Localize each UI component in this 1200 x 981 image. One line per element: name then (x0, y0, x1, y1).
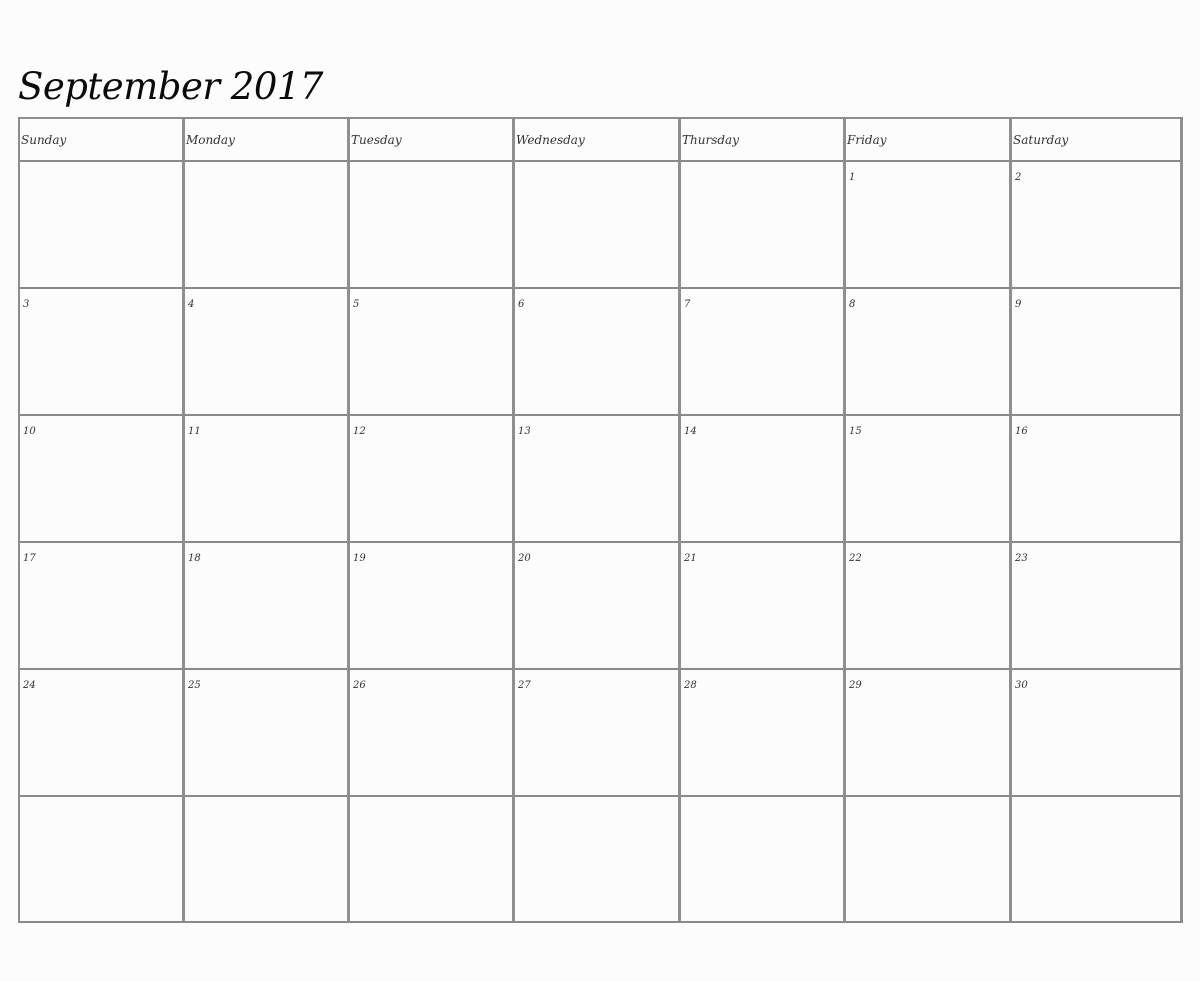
weekday-header-sunday: Sunday (20, 119, 185, 162)
day-cell (515, 797, 681, 923)
day-number: 20 (518, 553, 531, 564)
day-cell (350, 797, 515, 923)
weekday-header-saturday: Saturday (1012, 119, 1183, 162)
day-cell (350, 162, 515, 289)
day-cell (515, 543, 681, 670)
weekday-header-wednesday: Wednesday (515, 119, 681, 162)
weekday-header-monday: Monday (185, 119, 350, 162)
day-cell (1012, 416, 1183, 543)
day-cell (515, 670, 681, 797)
day-cell (846, 670, 1012, 797)
day-number: 11 (188, 426, 201, 437)
day-number: 17 (23, 553, 36, 564)
day-number: 13 (518, 426, 531, 437)
day-number: 9 (1015, 299, 1022, 310)
day-number: 12 (353, 426, 366, 437)
day-number: 10 (23, 426, 36, 437)
day-cell (20, 162, 185, 289)
day-number: 19 (353, 553, 366, 564)
day-cell (515, 289, 681, 416)
weekday-header-thursday: Thursday (681, 119, 846, 162)
day-cell (846, 416, 1012, 543)
day-cell (350, 543, 515, 670)
day-cell (681, 416, 846, 543)
day-number: 26 (353, 680, 366, 691)
weekday-header-friday: Friday (846, 119, 1012, 162)
day-number: 30 (1015, 680, 1028, 691)
day-cell (1012, 797, 1183, 923)
day-cell (681, 797, 846, 923)
day-number: 28 (684, 680, 697, 691)
calendar-grid (18, 117, 1183, 923)
day-number: 1 (849, 172, 856, 183)
day-cell (185, 670, 350, 797)
day-cell (350, 416, 515, 543)
day-cell (1012, 289, 1183, 416)
day-cell (20, 416, 185, 543)
day-cell (515, 416, 681, 543)
day-cell (350, 289, 515, 416)
day-number: 6 (518, 299, 525, 310)
day-cell (20, 797, 185, 923)
day-cell (681, 670, 846, 797)
day-number: 24 (23, 680, 36, 691)
day-number: 8 (849, 299, 856, 310)
day-cell (20, 543, 185, 670)
day-cell (20, 289, 185, 416)
day-number: 7 (684, 299, 691, 310)
day-cell (846, 162, 1012, 289)
day-cell (185, 543, 350, 670)
weekday-header-tuesday: Tuesday (350, 119, 515, 162)
day-number: 14 (684, 426, 697, 437)
day-number: 16 (1015, 426, 1028, 437)
day-cell (185, 797, 350, 923)
day-number: 29 (849, 680, 862, 691)
calendar-title: September 2017 (18, 65, 323, 108)
day-cell (681, 162, 846, 289)
day-number: 27 (518, 680, 531, 691)
day-cell (681, 543, 846, 670)
day-number: 2 (1015, 172, 1022, 183)
day-cell (846, 289, 1012, 416)
day-cell (846, 797, 1012, 923)
day-cell (1012, 162, 1183, 289)
day-cell (1012, 543, 1183, 670)
day-number: 21 (684, 553, 697, 564)
day-cell (20, 670, 185, 797)
day-cell (185, 289, 350, 416)
day-number: 23 (1015, 553, 1028, 564)
day-cell (515, 162, 681, 289)
day-number: 4 (188, 299, 195, 310)
day-number: 18 (188, 553, 201, 564)
day-number: 3 (23, 299, 30, 310)
day-number: 15 (849, 426, 862, 437)
day-number: 22 (849, 553, 862, 564)
day-cell (846, 543, 1012, 670)
day-cell (681, 289, 846, 416)
day-cell (185, 162, 350, 289)
day-cell (350, 670, 515, 797)
day-cell (185, 416, 350, 543)
day-number: 25 (188, 680, 201, 691)
day-number: 5 (353, 299, 360, 310)
day-cell (1012, 670, 1183, 797)
